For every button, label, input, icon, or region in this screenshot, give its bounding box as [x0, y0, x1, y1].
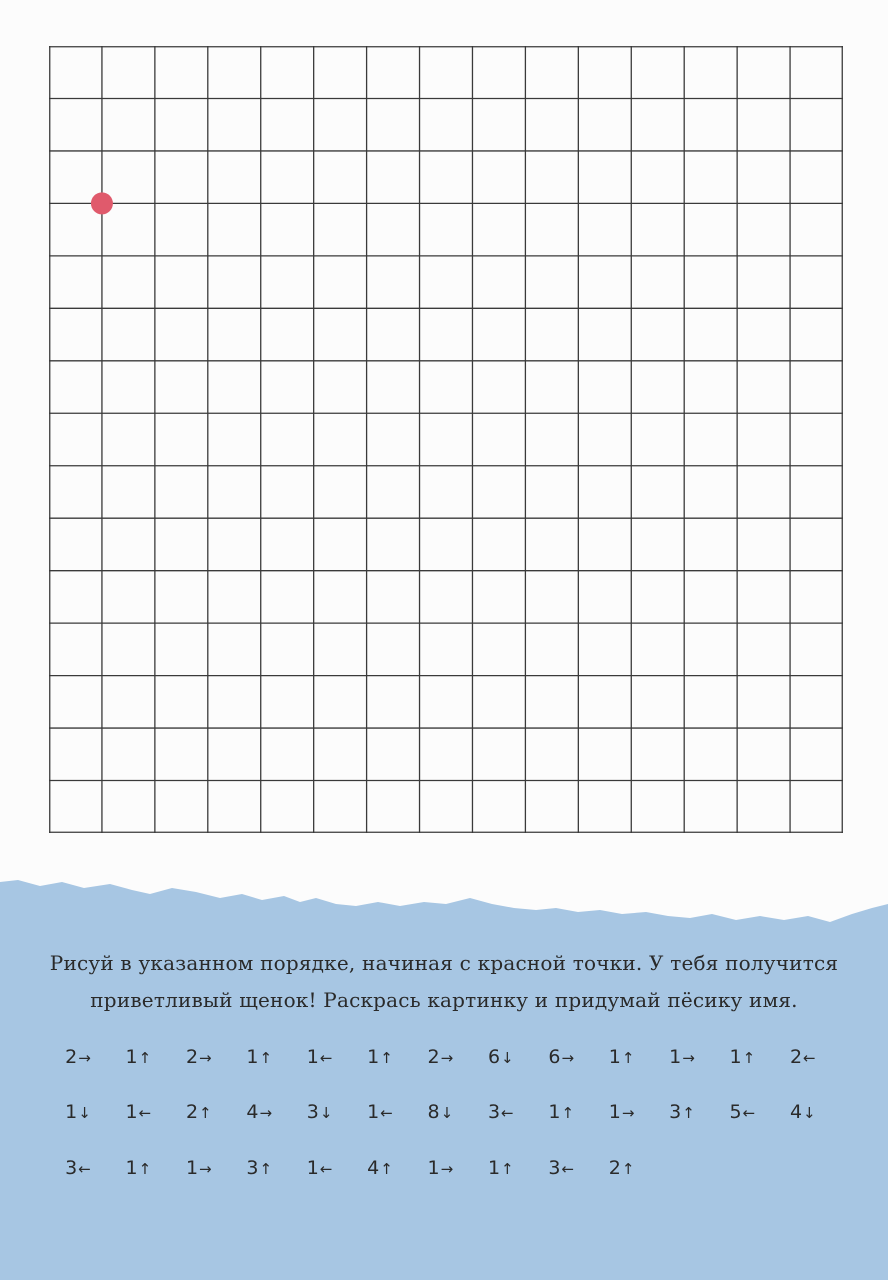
step-count: 3	[246, 1157, 259, 1179]
drawing-grid[interactable]	[49, 46, 843, 833]
step-count: 3	[65, 1157, 78, 1179]
left-arrow-icon: ←	[803, 1049, 816, 1067]
step-count: 3	[487, 1101, 501, 1123]
step-count: 2	[185, 1101, 199, 1123]
step-instruction	[186, 1046, 212, 1068]
step-instruction	[488, 1046, 514, 1068]
step-count: 1	[608, 1101, 621, 1123]
step-instruction	[548, 1157, 574, 1179]
instructions-line-2: приветливый щенок! Раскрась картинку и придумай пёсику имя.	[90, 988, 798, 1012]
step-count: 2	[789, 1046, 803, 1068]
left-arrow-icon: ←	[319, 1049, 333, 1067]
step-count: 4	[789, 1101, 803, 1123]
step-count: 1	[65, 1101, 78, 1123]
step-count: 1	[306, 1046, 319, 1068]
step-instruction	[428, 1101, 454, 1123]
step-instruction	[65, 1046, 91, 1068]
step-instruction	[790, 1046, 816, 1068]
left-arrow-icon: ←	[138, 1104, 152, 1122]
step-count: 3	[306, 1101, 319, 1123]
step-count: 1	[306, 1157, 319, 1179]
right-arrow-icon: →	[199, 1049, 212, 1067]
step-count: 1	[125, 1101, 138, 1123]
down-arrow-icon: ↓	[803, 1104, 816, 1122]
step-instruction	[307, 1101, 333, 1123]
up-arrow-icon: ↑	[138, 1049, 152, 1067]
right-arrow-icon: →	[78, 1049, 91, 1067]
torn-edge-shape	[0, 868, 888, 1280]
step-instruction	[246, 1101, 272, 1123]
left-arrow-icon: ←	[380, 1104, 393, 1122]
down-arrow-icon: ↓	[440, 1104, 454, 1122]
step-instruction	[730, 1101, 756, 1123]
left-arrow-icon: ←	[501, 1104, 514, 1122]
step-count: 1	[487, 1157, 501, 1179]
step-instruction	[428, 1157, 454, 1179]
step-instruction	[367, 1157, 393, 1179]
step-count: 5	[729, 1101, 742, 1123]
step-count: 1	[125, 1046, 138, 1068]
up-arrow-icon: ↑	[742, 1049, 756, 1067]
right-arrow-icon: →	[561, 1049, 575, 1067]
down-arrow-icon: ↓	[319, 1104, 333, 1122]
up-arrow-icon: ↑	[501, 1160, 514, 1178]
step-count: 1	[125, 1157, 138, 1179]
left-arrow-icon: ←	[561, 1160, 575, 1178]
step-count: 8	[427, 1101, 440, 1123]
step-instruction	[548, 1046, 574, 1068]
grid-lines	[49, 46, 843, 833]
step-count: 1	[729, 1046, 742, 1068]
up-arrow-icon: ↑	[621, 1049, 635, 1067]
step-instruction	[65, 1101, 91, 1123]
left-arrow-icon: ←	[78, 1160, 91, 1178]
step-instruction	[307, 1046, 333, 1068]
up-arrow-icon: ↑	[138, 1160, 152, 1178]
up-arrow-icon: ↑	[621, 1160, 635, 1178]
step-count: 2	[427, 1046, 440, 1068]
up-arrow-icon: ↑	[682, 1104, 695, 1122]
step-count: 6	[548, 1046, 561, 1068]
up-arrow-icon: ↑	[561, 1104, 575, 1122]
step-count: 4	[246, 1101, 259, 1123]
right-arrow-icon: →	[621, 1104, 635, 1122]
step-count: 1	[367, 1101, 380, 1123]
step-instruction	[730, 1046, 756, 1068]
step-count: 3	[548, 1157, 561, 1179]
instructions-text	[0, 945, 888, 1019]
red-start-dot[interactable]	[91, 192, 113, 214]
step-instruction	[488, 1157, 514, 1179]
step-instruction	[186, 1101, 212, 1123]
down-arrow-icon: ↓	[501, 1049, 514, 1067]
step-instruction	[126, 1046, 152, 1068]
step-instruction	[428, 1046, 454, 1068]
step-instruction	[246, 1157, 272, 1179]
step-instruction	[609, 1101, 635, 1123]
right-arrow-icon: →	[682, 1049, 695, 1067]
step-instruction	[488, 1101, 514, 1123]
step-count: 4	[367, 1157, 380, 1179]
step-instruction	[307, 1157, 333, 1179]
right-arrow-icon: →	[440, 1160, 454, 1178]
up-arrow-icon: ↑	[259, 1160, 273, 1178]
step-count: 1	[669, 1046, 682, 1068]
step-count: 1	[548, 1101, 561, 1123]
step-instruction	[186, 1157, 212, 1179]
up-arrow-icon: ↑	[259, 1049, 273, 1067]
right-arrow-icon: →	[440, 1049, 454, 1067]
step-count: 2	[608, 1157, 621, 1179]
step-instruction	[246, 1046, 272, 1068]
step-instruction	[609, 1157, 635, 1179]
step-count: 1	[367, 1046, 380, 1068]
right-arrow-icon: →	[259, 1104, 273, 1122]
step-instruction	[609, 1046, 635, 1068]
step-count: 1	[246, 1046, 259, 1068]
up-arrow-icon: ↑	[380, 1160, 393, 1178]
down-arrow-icon: ↓	[78, 1104, 91, 1122]
blue-torn-paper-band	[0, 868, 888, 1280]
step-instruction	[548, 1101, 574, 1123]
step-count: 6	[487, 1046, 501, 1068]
instructions-line-1: Рисуй в указанном порядке, начиная с красной точки. У тебя получится	[49, 951, 839, 975]
up-arrow-icon: ↑	[199, 1104, 212, 1122]
step-instruction	[65, 1157, 91, 1179]
step-count: 2	[185, 1046, 199, 1068]
step-instruction	[367, 1101, 393, 1123]
right-arrow-icon: →	[199, 1160, 212, 1178]
step-count: 3	[669, 1101, 682, 1123]
step-instruction	[790, 1101, 816, 1123]
step-instruction	[126, 1101, 152, 1123]
step-instruction	[669, 1101, 695, 1123]
left-arrow-icon: ←	[742, 1104, 756, 1122]
step-instruction	[669, 1046, 695, 1068]
step-count: 2	[65, 1046, 78, 1068]
step-count: 1	[427, 1157, 440, 1179]
left-arrow-icon: ←	[319, 1160, 333, 1178]
step-instruction	[367, 1046, 393, 1068]
step-count: 1	[608, 1046, 621, 1068]
step-count: 1	[185, 1157, 199, 1179]
step-instruction	[126, 1157, 152, 1179]
up-arrow-icon: ↑	[380, 1049, 393, 1067]
